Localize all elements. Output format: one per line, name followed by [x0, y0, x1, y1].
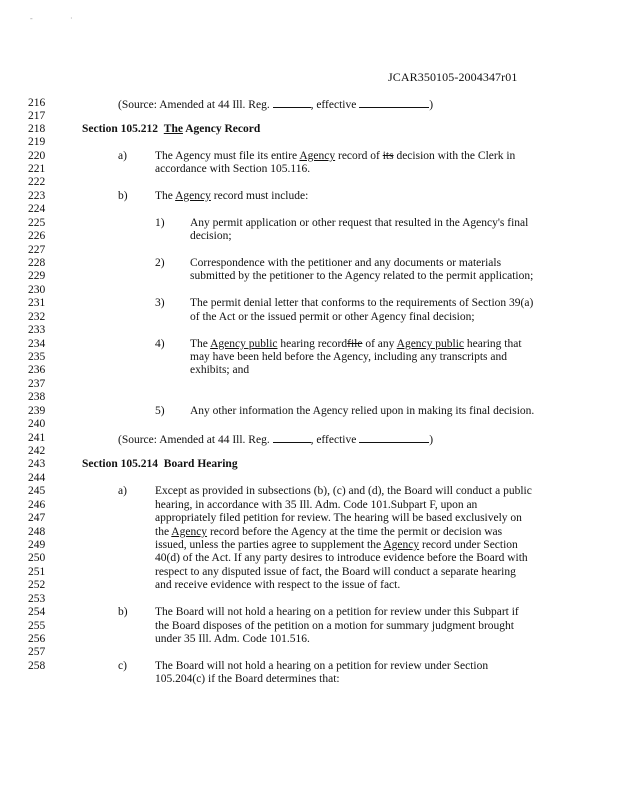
- item-label: a): [118, 150, 127, 162]
- text: decision with the Clerk in: [393, 150, 516, 162]
- source-note-text: , effective: [310, 99, 360, 111]
- inserted-text: Agency: [383, 539, 420, 551]
- item-label: a): [118, 485, 127, 497]
- paragraph-line: submitted by the petitioner to the Agency related to the permit application;: [190, 270, 534, 282]
- item-label: 1): [155, 217, 165, 229]
- line-number: 233: [28, 324, 46, 336]
- text: The: [190, 338, 211, 350]
- inserted-text: Agency: [175, 190, 211, 202]
- line-number: 241: [28, 432, 46, 444]
- line-number: 252: [28, 579, 46, 591]
- line-number: 238: [28, 391, 46, 403]
- line-number: 244: [28, 472, 46, 484]
- paragraph-line: The permit denial letter that conforms to the requirements of Section 39(a): [190, 297, 534, 309]
- line-number: 225: [28, 217, 46, 229]
- register-blank: [273, 432, 311, 443]
- text: The: [155, 190, 176, 202]
- line-number: 223: [28, 190, 46, 202]
- line-number: 245: [28, 485, 46, 497]
- deleted-text: file: [347, 338, 363, 350]
- paragraph-line: Correspondence with the petitioner and any documents or materials: [190, 257, 502, 269]
- line-number: 247: [28, 512, 46, 524]
- line-number: 220: [28, 150, 46, 162]
- paragraph-line: Any permit application or other request that resulted in the Agency's final: [190, 217, 529, 229]
- text: hearing record: [277, 338, 348, 350]
- paragraph-line: [155, 539, 518, 552]
- line-number: 236: [28, 364, 46, 376]
- paragraph-line: [155, 190, 308, 203]
- paragraph-line: [155, 526, 502, 539]
- line-number: 242: [28, 445, 46, 457]
- text: The Agency must file its entire: [155, 150, 300, 162]
- text: of any: [362, 338, 397, 350]
- line-number: 232: [28, 311, 46, 323]
- inserted-text: Agency public: [396, 338, 465, 350]
- line-number: 249: [28, 539, 46, 551]
- line-number: 255: [28, 620, 46, 632]
- paragraph-line: hearing, in accordance with 35 Ill. Adm. Code 101.Subpart F, upon an: [155, 499, 478, 511]
- paragraph-line: [155, 150, 515, 163]
- text: record of: [335, 150, 383, 162]
- paragraph-line: The Board will not hold a hearing on a petition for review under Section: [155, 660, 489, 672]
- line-number: 240: [28, 418, 46, 430]
- line-number: 221: [28, 163, 46, 175]
- paragraph-line: Except as provided in subsections (b), (c) and (d), the Board will conduct a public: [155, 485, 532, 497]
- paragraph-line: 40(d) of the Act. If any party desires to introduce evidence before the Board with: [155, 552, 528, 564]
- paragraph-line: The Board will not hold a hearing on a petition for review under this Subpart if: [155, 606, 519, 618]
- paragraph-line: decision;: [190, 230, 232, 242]
- line-number: 251: [28, 566, 46, 578]
- line-number: 228: [28, 257, 46, 269]
- line-number: 217: [28, 110, 46, 122]
- source-note: [118, 432, 433, 447]
- item-label: 3): [155, 297, 165, 309]
- register-blank: [273, 97, 311, 108]
- scan-mark: ·: [70, 14, 73, 23]
- text: record before the Agency at the time the permit or decision was: [207, 526, 503, 538]
- effective-date-blank: [359, 432, 429, 443]
- item-label: 4): [155, 338, 165, 350]
- effective-date-blank: [359, 97, 429, 108]
- paragraph-line: respect to any disputed issue of fact, the Board will conduct a separate hearing: [155, 566, 516, 578]
- line-number: 239: [28, 405, 46, 417]
- paragraph-line: of the Act or the issued permit or other Agency final decision;: [190, 311, 475, 323]
- line-number: 246: [28, 499, 46, 511]
- text: the: [155, 526, 172, 538]
- line-number: 234: [28, 338, 46, 350]
- line-number: 218: [28, 123, 46, 135]
- source-note: [118, 97, 433, 112]
- source-note-text: ): [429, 434, 434, 446]
- source-note-text: (Source: Amended at 44 Ill. Reg.: [118, 434, 273, 446]
- text: record under Section: [419, 539, 518, 551]
- paragraph-line: Any other information the Agency relied upon in making its final decision.: [190, 405, 535, 417]
- section-heading: [82, 123, 260, 136]
- item-label: 2): [155, 257, 165, 269]
- inserted-text: Agency public: [210, 338, 278, 350]
- item-label: c): [118, 660, 127, 672]
- line-number: 258: [28, 660, 46, 672]
- paragraph-line: [190, 338, 522, 351]
- section-title: Agency Record: [182, 123, 261, 135]
- line-number: 256: [28, 633, 46, 645]
- line-number: 230: [28, 284, 46, 296]
- line-number: 227: [28, 244, 46, 256]
- paragraph-line: 105.204(c) if the Board determines that:: [155, 673, 340, 685]
- line-number: 237: [28, 378, 46, 390]
- document-id: JCAR350105-2004347r01: [388, 70, 518, 84]
- section-number: Section 105.214: [82, 458, 159, 470]
- line-number: 216: [28, 97, 46, 109]
- paragraph-line: under 35 Ill. Adm. Code 101.516.: [155, 633, 310, 645]
- line-number: 235: [28, 351, 46, 363]
- line-number: 229: [28, 270, 46, 282]
- line-number: 253: [28, 593, 46, 605]
- text: issued, unless the parties agree to supplement the: [155, 539, 384, 551]
- text: record must include:: [210, 190, 309, 202]
- line-number: 231: [28, 297, 46, 309]
- paragraph-line: appropriately filed petition for review. The hearing will be based exclusively on: [155, 512, 522, 524]
- text: hearing that: [464, 338, 522, 350]
- source-note-text: (Source: Amended at 44 Ill. Reg.: [118, 99, 273, 111]
- inserted-text: Agency: [299, 150, 336, 162]
- paragraph-line: the Board disposes of the petition on a motion for summary judgment brought: [155, 620, 515, 632]
- inserted-text: Agency: [171, 526, 208, 538]
- paragraph-line: exhibits; and: [190, 364, 250, 376]
- line-number: 226: [28, 230, 46, 242]
- deleted-text: its: [382, 150, 394, 162]
- line-number: 250: [28, 552, 46, 564]
- item-label: b): [118, 190, 128, 202]
- line-number: 257: [28, 646, 46, 658]
- item-label: b): [118, 606, 128, 618]
- line-number: 224: [28, 203, 46, 215]
- paragraph-line: may have been held before the Agency, including any transcripts and: [190, 351, 507, 363]
- inserted-text: The: [163, 123, 183, 135]
- scan-mark: -: [30, 14, 33, 23]
- line-number: 243: [28, 458, 46, 470]
- line-number: 248: [28, 526, 46, 538]
- paragraph-line: accordance with Section 105.116.: [155, 163, 311, 175]
- section-number: Section 105.212: [82, 123, 159, 135]
- section-heading: [82, 458, 238, 471]
- source-note-text: ): [429, 99, 434, 111]
- line-number: 219: [28, 136, 46, 148]
- source-note-text: , effective: [310, 434, 360, 446]
- section-title: Board Hearing: [163, 458, 238, 470]
- line-number: 254: [28, 606, 46, 618]
- line-number: 222: [28, 176, 46, 188]
- paragraph-line: and receive evidence with respect to the issue of fact.: [155, 579, 401, 591]
- item-label: 5): [155, 405, 165, 417]
